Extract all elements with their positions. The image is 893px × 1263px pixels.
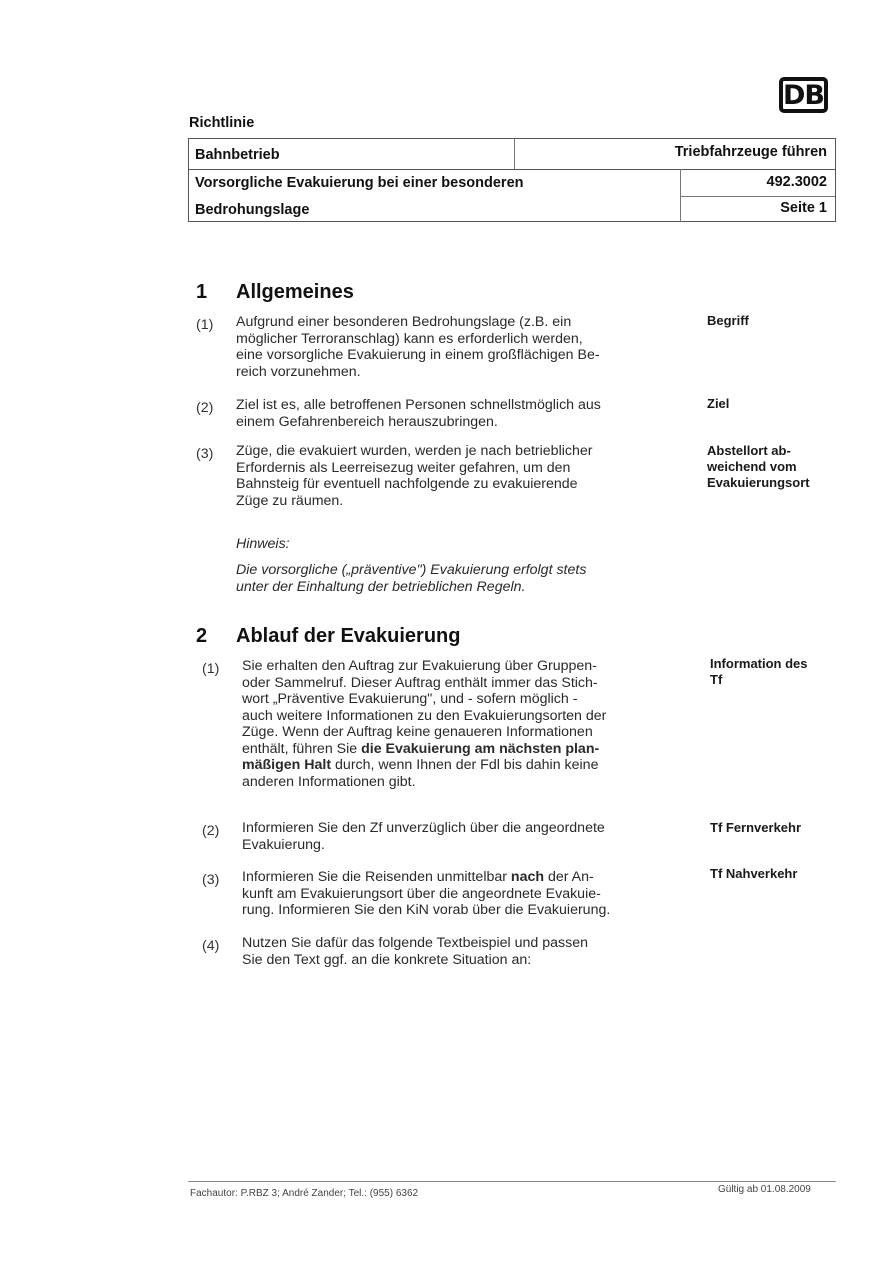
text-line: unter der Einhaltung der betrieblichen Regeln. [236, 578, 526, 595]
text-line: Informieren Sie den Zf unverzüglich über die angeordnete [242, 820, 605, 836]
paragraph-2-1 [242, 658, 679, 790]
text-line: Aufgrund einer besonderen Bedrohungslage (z.B. ein [236, 314, 572, 330]
header-page-number: Seite 1 [780, 200, 827, 216]
text-run: enthält, führen Sie [242, 740, 362, 757]
header-table [188, 138, 836, 222]
text-line: weichend vom [707, 459, 797, 474]
text-line: reich vorzunehmen. [236, 363, 361, 380]
paragraph-number: (4) [202, 938, 220, 954]
footer-divider [188, 1181, 836, 1182]
text-line: einem Gefahrenbereich herauszubringen. [236, 413, 498, 430]
text-run: durch, wenn Ihnen der Fdl bis dahin keine [331, 757, 599, 773]
footer-valid-date: Gültig ab 01.08.2009 [718, 1184, 811, 1195]
emphasis: nach [510, 869, 545, 885]
text-line: Evakuierungsort [707, 475, 810, 490]
text-line: Züge zu räumen. [236, 492, 344, 509]
margin-note [707, 443, 810, 491]
margin-note: Tf Nahverkehr [710, 866, 798, 881]
paragraph-1-2 [236, 397, 676, 430]
header-area: Bahnbetrieb [195, 147, 280, 163]
footer-author: Fachautor: P.RBZ 3; André Zander; Tel.: (955) 6362 [190, 1188, 419, 1199]
text-line: Evakuierung. [242, 836, 325, 853]
paragraph-2-2 [242, 820, 687, 853]
emphasis: mäßigen Halt [242, 757, 332, 773]
text-line [242, 741, 679, 758]
text-line: Information des [710, 656, 808, 671]
text-line: eine vorsorgliche Evakuierung in einem großflächigen Be- [236, 347, 600, 363]
text-line: Bahnsteig für eventuell nachfolgende zu evakuierende [236, 476, 578, 492]
text-line: Nutzen Sie dafür das folgende Textbeispiel und passen [242, 935, 588, 951]
text-line: Sie den Text ggf. an die konkrete Situation an: [242, 951, 532, 968]
header-row-3 [189, 196, 835, 222]
header-topic: Triebfahrzeuge führen [674, 144, 827, 160]
header-divider [514, 139, 515, 169]
text-line: Züge. Wenn der Auftrag keine genaueren Informationen [242, 724, 593, 740]
paragraph-1-1 [236, 314, 671, 380]
section-1-heading [196, 281, 354, 304]
margin-note: Ziel [707, 396, 730, 411]
text-line: rung. Informieren Sie den KiN vorab über die Evakuierung. [242, 902, 611, 918]
section-title: Allgemeines [236, 281, 354, 303]
paragraph-1-3 [236, 443, 676, 509]
db-logo: DB [779, 77, 828, 113]
margin-note [710, 656, 808, 688]
doc-type-label: Richtlinie [189, 115, 255, 131]
text-line: kunft am Evakuierungsort über die angeordnete Evakuie- [242, 885, 601, 902]
paragraph-number: (3) [196, 446, 214, 462]
text-run: Informieren Sie die Reisenden unmittelbar [242, 869, 511, 885]
text-line: anderen Informationen gibt. [242, 773, 416, 790]
text-line: Die vorsorgliche („präventive") Evakuierung erfolgt stets [236, 562, 587, 578]
margin-note: Begriff [707, 313, 749, 328]
section-number: 1 [196, 281, 208, 303]
text-line [242, 869, 687, 886]
header-row-2 [189, 169, 835, 196]
header-divider [680, 196, 835, 197]
text-line: auch weitere Informationen zu den Evakuierungsorten der [242, 707, 607, 724]
text-line: Erfordernis als Leerreisezug weiter gefahren, um den [236, 459, 571, 476]
paragraph-number: (2) [202, 823, 220, 839]
text-line: Tf [710, 672, 723, 687]
paragraph-2-3 [242, 869, 687, 919]
paragraph-number: (1) [196, 317, 214, 333]
text-line: Züge, die evakuiert wurden, werden je nach betrieblicher [236, 443, 593, 459]
section-title: Ablauf der Evakuierung [236, 625, 461, 647]
header-doc-number: 492.3002 [766, 174, 827, 190]
text-line: Abstellort ab- [707, 443, 791, 458]
paragraph-number: (2) [196, 400, 214, 416]
text-line: wort „Präventive Evakuierung", und - sofern möglich - [242, 691, 578, 707]
section-number: 2 [196, 625, 208, 647]
paragraph-number: (1) [202, 661, 220, 677]
text-line: möglicher Terroranschlag) kann es erforderlich werden, [236, 330, 583, 347]
text-line [242, 757, 679, 774]
text-run: der An- [544, 869, 594, 885]
hint-text [236, 562, 676, 595]
section-2-heading [196, 625, 461, 648]
margin-note: Tf Fernverkehr [710, 820, 802, 835]
text-line: oder Sammelruf. Dieser Auftrag enthält immer das Stich- [242, 674, 598, 691]
header-title-line-1: Vorsorgliche Evakuierung bei einer besonderen [195, 175, 524, 191]
header-title-line-2: Bedrohungslage [195, 202, 310, 218]
paragraph-number: (3) [202, 872, 220, 888]
emphasis: die Evakuierung am nächsten plan- [361, 740, 600, 757]
text-line: Ziel ist es, alle betroffenen Personen schnellstmöglich aus [236, 397, 601, 413]
header-row-1 [189, 139, 835, 170]
paragraph-2-4 [242, 935, 682, 968]
hint-label: Hinweis: [236, 536, 290, 552]
text-line: Sie erhalten den Auftrag zur Evakuierung über Gruppen- [242, 658, 597, 674]
